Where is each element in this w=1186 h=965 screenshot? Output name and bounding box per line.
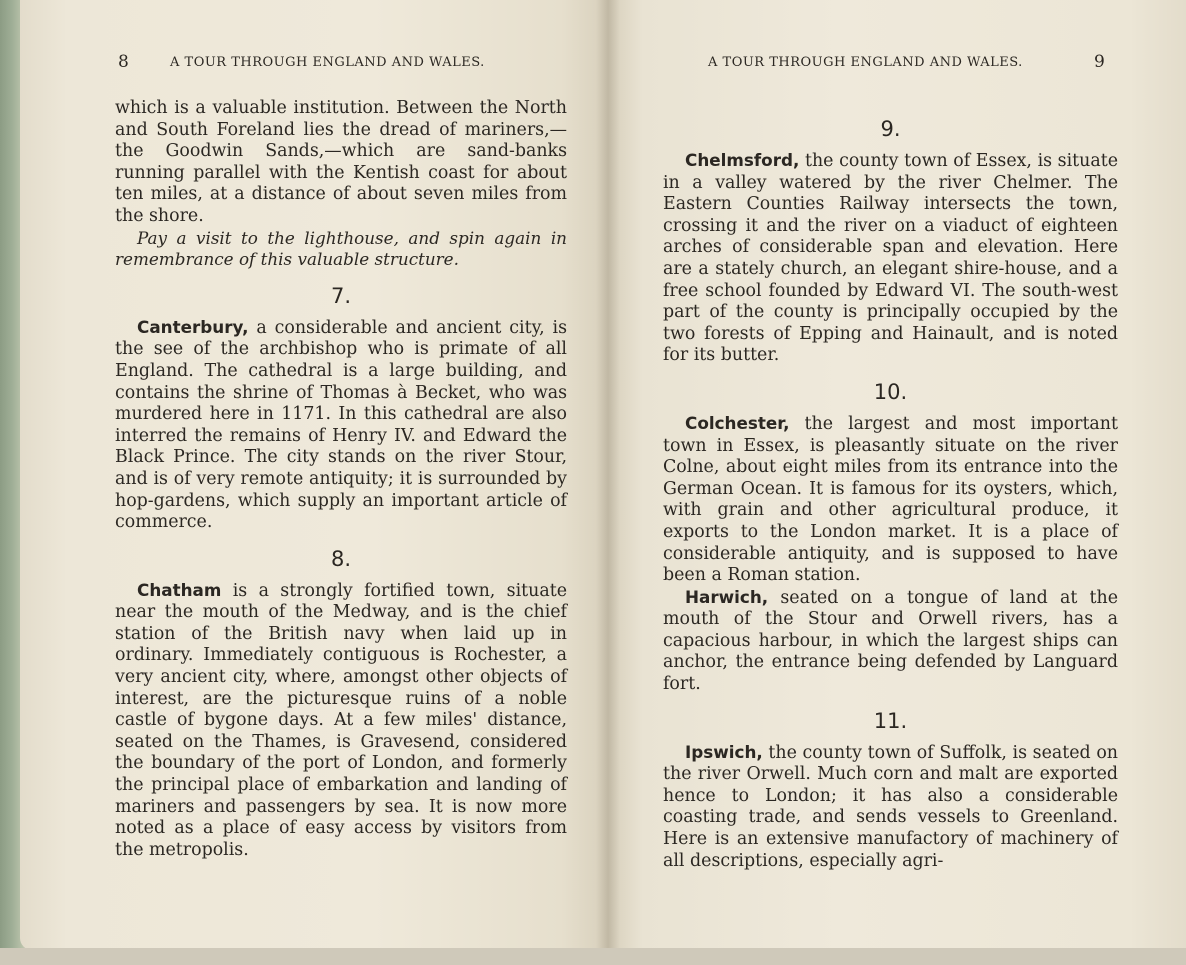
section-text: is a strongly fortified town, situate near the mouth of the Medway, and is the chief station of the British navy when laid up in ordinary. Immediately contiguous is Rochester, a very ancient city, where, amongst other objects of interest, are the picturesque ruins of a noble castle of bygone days. At a few miles' distance, seated on the Thames, is Gravesend, considered the boundary of the port of London, and formerly the principal place of embarkation and landing of mariners and passengers by sea. It is now more noted as a place of easy access by visitors from the metropolis. [115,580,567,860]
right-page [608,0,1186,950]
section-paragraph [663,413,1118,587]
left-head-title: A TOUR THROUGH ENGLAND AND WALES. [170,55,485,70]
right-text-block [663,114,1118,872]
section-number: 10. [873,379,908,404]
section-text: seated on a tongue of land at the mouth of the Stour and Orwell rivers, has a capacious harbour, in which the largest ships can anchor, the entrance being defended by Languard fort. [663,587,1118,695]
section-text: a considerable and ancient city, is the see of the archbishop who is primate of all England. The cathedral is a large building, and contains the shrine of Thomas à Becket, who was murdered here in 1171. In this cathedral are also interred the remains of Henry IV. and Edward the Black Prince. The city stands on the river Stour, and is of very remote antiquity; it is surrounded by hop-gardens, which supply an important article of commerce. [115,317,567,533]
place-name: Canterbury, [137,316,249,337]
section-number: 11. [873,708,908,733]
right-head-title: A TOUR THROUGH ENGLAND AND WALES. [708,55,1023,70]
right-page-number: 9 [1094,52,1106,72]
section-paragraph [663,742,1118,873]
section-text: the county town of Essex, is situate in a valley watered by the river Chelmer. The Eastern Counties Railway intersects the town, crossing it and the river on a viaduct of eighteen arches of considerable span and elevation. Here are a stately church, an elegant shire-house, and a free school founded by Edward VI. The south-west part of the county is principally occupied by the two forests of Epping and Hainault, and is noted for its butter. [663,151,1118,366]
section-text: the county town of Suffolk, is seated on the river Orwell. Much corn and malt are exported hence to London; it has also a considerable coasting trade, and sends vessels to Greenland. Here is an extensive manufactory of machinery of all descriptions, especially agri- [663,742,1118,871]
left-page-number: 8 [118,52,130,72]
page-bottom-edge [0,948,1186,965]
section-paragraph [663,150,1118,367]
place-name: Colchester, [685,412,790,433]
section-paragraph [115,317,567,534]
place-name: Ipswich, [685,741,763,762]
continuation-paragraph: which is a valuable institution. Between the North and South Foreland lies the dread of mariners,—the Goodwin Sands,—which are sand-banks running parallel with the Kentish coast for about ten miles, at a distance of about seven miles from the shore. [115,98,567,226]
section-paragraph [115,580,567,862]
place-name: Harwich, [685,586,769,607]
left-text-block [115,98,567,861]
section-number: 9. [880,117,901,141]
section-paragraph [663,587,1118,696]
section-text: the largest and most important town in Essex, is pleasantly situate on the river Colne, about eight miles from its entrance into the German Ocean. It is famous for its oysters, which, with grain and other agricultural produce, it exports to the London market. It is a place of considerable antiquity, and is supposed to have been a Roman station. [663,413,1118,586]
place-name: Chelmsford, [685,150,800,170]
left-page [20,0,608,950]
section-number: 7. [330,283,352,308]
instruction-paragraph: Pay a visit to the lighthouse, and spin again in remembrance of this valuable structure. [115,227,567,270]
place-name: Chatham [137,579,222,600]
right-running-head [708,52,1106,72]
section-number: 8. [330,546,352,571]
left-running-head [118,52,485,72]
